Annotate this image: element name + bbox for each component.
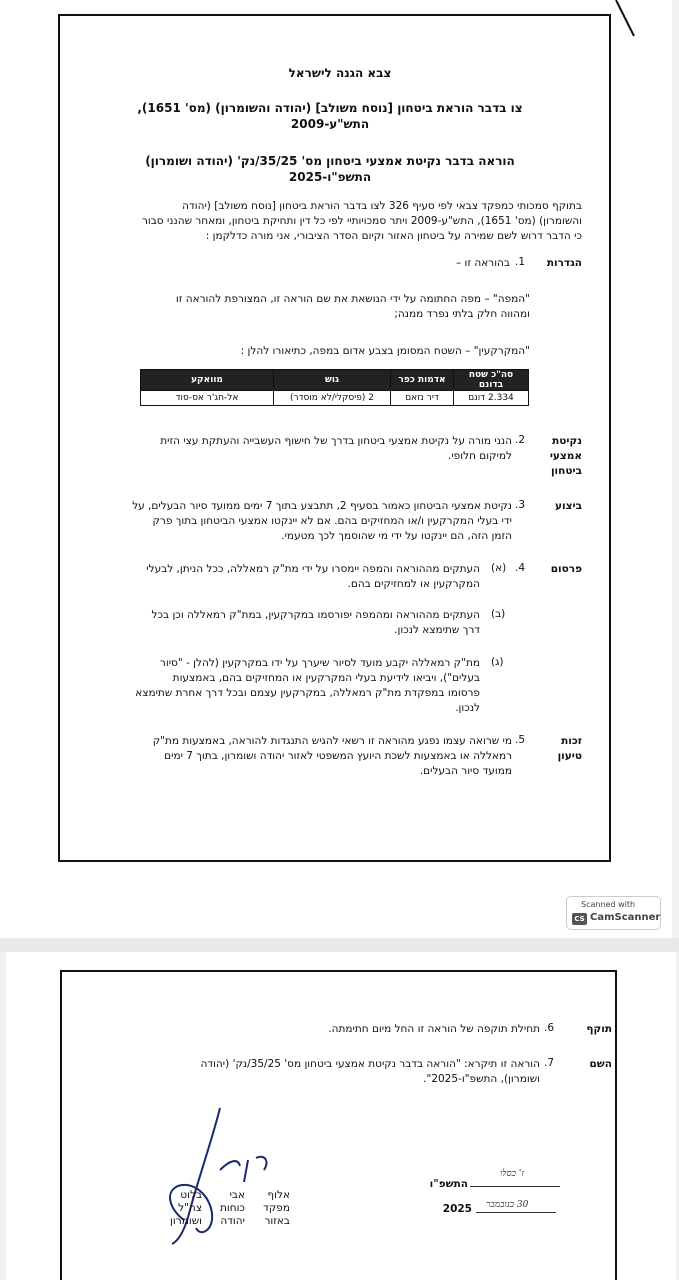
- header-total-area: סה"כ שטח בדונם: [454, 370, 529, 391]
- signature-col3-row2: צה"ל: [178, 1202, 202, 1214]
- signature-col1-row1: אלוף: [267, 1189, 290, 1201]
- cell-village-lands: דיר נזאם: [391, 391, 454, 406]
- camscanner-logo-icon: CS: [572, 913, 587, 925]
- organization-header: צבא הגנה לישראל: [288, 66, 392, 80]
- section-3-line2: ידי בעלי המקרקעין ו/או המחזיקים בהם. אם לא יינקטו אמצעי הביטחון בתוך פרק: [152, 515, 512, 527]
- section-4a-line2: המקרקעין או למחזיקים בהם.: [347, 578, 480, 590]
- badge-caption: Scanned with: [581, 900, 636, 909]
- section-6-label: תוקף: [586, 1023, 612, 1035]
- section-2-line1: הנני מורה על נקיטת אמצעי ביטחון בדרך של חישוף העשבייה והעתקת עצי הזית: [160, 435, 512, 447]
- land-table: [140, 369, 529, 406]
- section-5-line3: ממועד סיור הבעלים.: [419, 765, 512, 777]
- section-4c-line2: בעלים"), ויביאו לידיעת בעלי המקרקעין או המחזיקים בהם, באמצעות: [172, 672, 480, 684]
- signature-col1-row2: מפקד: [263, 1202, 290, 1214]
- section-1-number: 1.: [515, 256, 526, 268]
- header-locality: מוואקע: [141, 370, 274, 391]
- section-2-label-line3: ביטחון: [550, 465, 582, 477]
- date-handwritten: 30 בנובמבר: [486, 1200, 529, 1210]
- order-title-line1: צו בדבר הוראת ביטחון [נוסח משולב] (יהודה והשומרון) (מס' 1651),: [137, 101, 523, 115]
- section-4-number: 4.: [515, 562, 526, 574]
- page-2-border: [60, 970, 617, 1280]
- intro-line1: בתוקף סמכותי כמפקד צבאי לפי סעיף 326 לצו בדבר הוראת ביטחון [נוסח משולב] (יהודה: [182, 200, 582, 212]
- section-6-number: 6.: [544, 1022, 555, 1034]
- badge-app-name: CamScanner: [590, 912, 661, 923]
- signature-col2-row1: אבי: [229, 1189, 245, 1201]
- section-2-number: 2.: [515, 434, 526, 446]
- section-4-label: פרסום: [550, 563, 582, 575]
- section-4b-line1: העתקים מההוראה ומהמפה יפורסמו במקרקעין, במת"ק רמאללה וכן בכל: [151, 609, 480, 621]
- header-block: גוש: [274, 370, 391, 391]
- section-5-label-line1: זכות: [561, 735, 582, 747]
- section-4c-line3: פרסומו במפקדת מת"ק רמאללה, במקרקעין עצמם ובכל דרך אחרת שתימצא: [135, 687, 480, 699]
- section-5-line2: רמאללה או באמצעות לשכת היועץ המשפטי לאזור יהודה ושומרון, בתוך 7 ימים: [164, 750, 512, 762]
- section-7-line1: הוראה זו תיקרא: "הוראה בדבר נקיטת אמצעי ביטחון מס' 35/25/נק' (יהודה: [200, 1058, 540, 1070]
- intro-line2: והשומרון) (מס' 1651), התש"ע-2009 ויתר סמכויותיי לפי כל דין ותחיקת ביטחון, ומאחר שהנני סבור: [141, 215, 582, 227]
- date-hebrew-line: [470, 1186, 560, 1187]
- camscanner-badge: [566, 896, 661, 930]
- section-3-line1: נקיטת אמצעי הביטחון כאמור בסעיף 2, תתבצע בתוך 7 ימים ממועד סיור הבעלים, על: [132, 500, 512, 512]
- signature-col3-row3: ושומרון: [170, 1215, 202, 1227]
- instruction-title-line2: התשפ"ו-2025: [288, 170, 372, 184]
- cell-total-area: 2.334 דונם: [454, 391, 529, 406]
- section-2-line2: למיקום חלופי.: [448, 450, 512, 462]
- section-7-number: 7.: [544, 1057, 555, 1069]
- signature-col1-row3: באזור: [264, 1215, 290, 1227]
- section-3-label: ביצוע: [555, 500, 582, 512]
- section-3-number: 3.: [515, 499, 526, 511]
- date-line: [476, 1212, 556, 1213]
- section-4a-line1: העתקים מההוראה והמפה יימסרו על ידי מת"ק רמאללה, ככל הניתן, לבעלי: [146, 563, 480, 575]
- section-4c-line4: לנכון.: [455, 702, 480, 714]
- section-4b-line2: דרך שתימצא לנכון.: [394, 624, 480, 636]
- section-1-label: הגדרות: [546, 257, 582, 269]
- order-title-line2: התש"ע-2009: [290, 117, 370, 131]
- section-3-line3: הזמן הזה, הם יינקטו על ידי מי שהוסמך לכך מטעמי.: [281, 530, 512, 542]
- section-6-text: תחילת תוקפה של הוראה זו החל מיום חתימתה.: [328, 1023, 540, 1035]
- section-1-intro: בהוראה זו –: [455, 257, 510, 269]
- page-separator: [0, 938, 679, 952]
- section-5-line1: מי שרואה עצמו נפגע מהוראה זו רשאי להגיש התנגדות להוראה, באמצעות מת"ק: [152, 735, 512, 747]
- section-7-label: השם: [589, 1058, 612, 1070]
- definition-land: "המקרקעין" – השטח המסומן בצבע אדום במפה, כתיאורו להלן :: [240, 345, 530, 357]
- cell-block: 2 (פיסקלי/לא מוסדר): [274, 391, 391, 406]
- definition-map-line2: ומהווה חלק בלתי נפרד ממנה;: [394, 308, 530, 320]
- section-4c-line1: מת"ק רמאללה יקבע מועד לסיור שיערך על ידו במקרקעין (להלן - "סיור: [159, 657, 480, 669]
- section-5-number: 5.: [515, 734, 526, 746]
- section-4a-mark: (א): [491, 562, 507, 574]
- table-row: [141, 391, 529, 406]
- intro-line3: כי הדבר דרוש לשם שמירה על ביטחון האזור וקיום הסדר הציבורי, אני מורה כדלקמן :: [205, 230, 582, 242]
- section-7-line2: ושומרון), התשפ"ו-2025".: [423, 1073, 540, 1085]
- land-table-header-row: [141, 370, 529, 391]
- signature-col2-row2: כוחות: [219, 1202, 245, 1214]
- definition-map-line1: "המפה" – מפה החתומה על ידי הנושאת את שם הוראה זו, המצורפת להוראה זו: [175, 293, 530, 305]
- section-4b-mark: (ב): [491, 608, 506, 620]
- section-4c-mark: (ג): [491, 656, 504, 668]
- date-hebrew-handwritten: ז' כסלו: [500, 1169, 524, 1179]
- section-2-label-line1: נקיטת: [552, 435, 582, 447]
- page-corner-mark: [612, 0, 642, 40]
- section-2-label-line2: אמצעי: [549, 450, 582, 462]
- cell-locality: אל-חג'ר אס-סוד: [141, 391, 274, 406]
- date-hebrew-label: התשפ"ו: [429, 1178, 468, 1190]
- section-5-label-line2: טיעון: [557, 750, 582, 762]
- header-village-lands: אדמות כפר: [391, 370, 454, 391]
- instruction-title-line1: הוראה בדבר נקיטת אמצעי ביטחון מס' 35/25/נק' (יהודה ושומרון): [145, 154, 515, 168]
- signature-col3-row1: בלוט: [180, 1189, 202, 1201]
- signature-col2-row3: יהודה: [220, 1215, 245, 1227]
- date-year: 2025: [442, 1203, 472, 1215]
